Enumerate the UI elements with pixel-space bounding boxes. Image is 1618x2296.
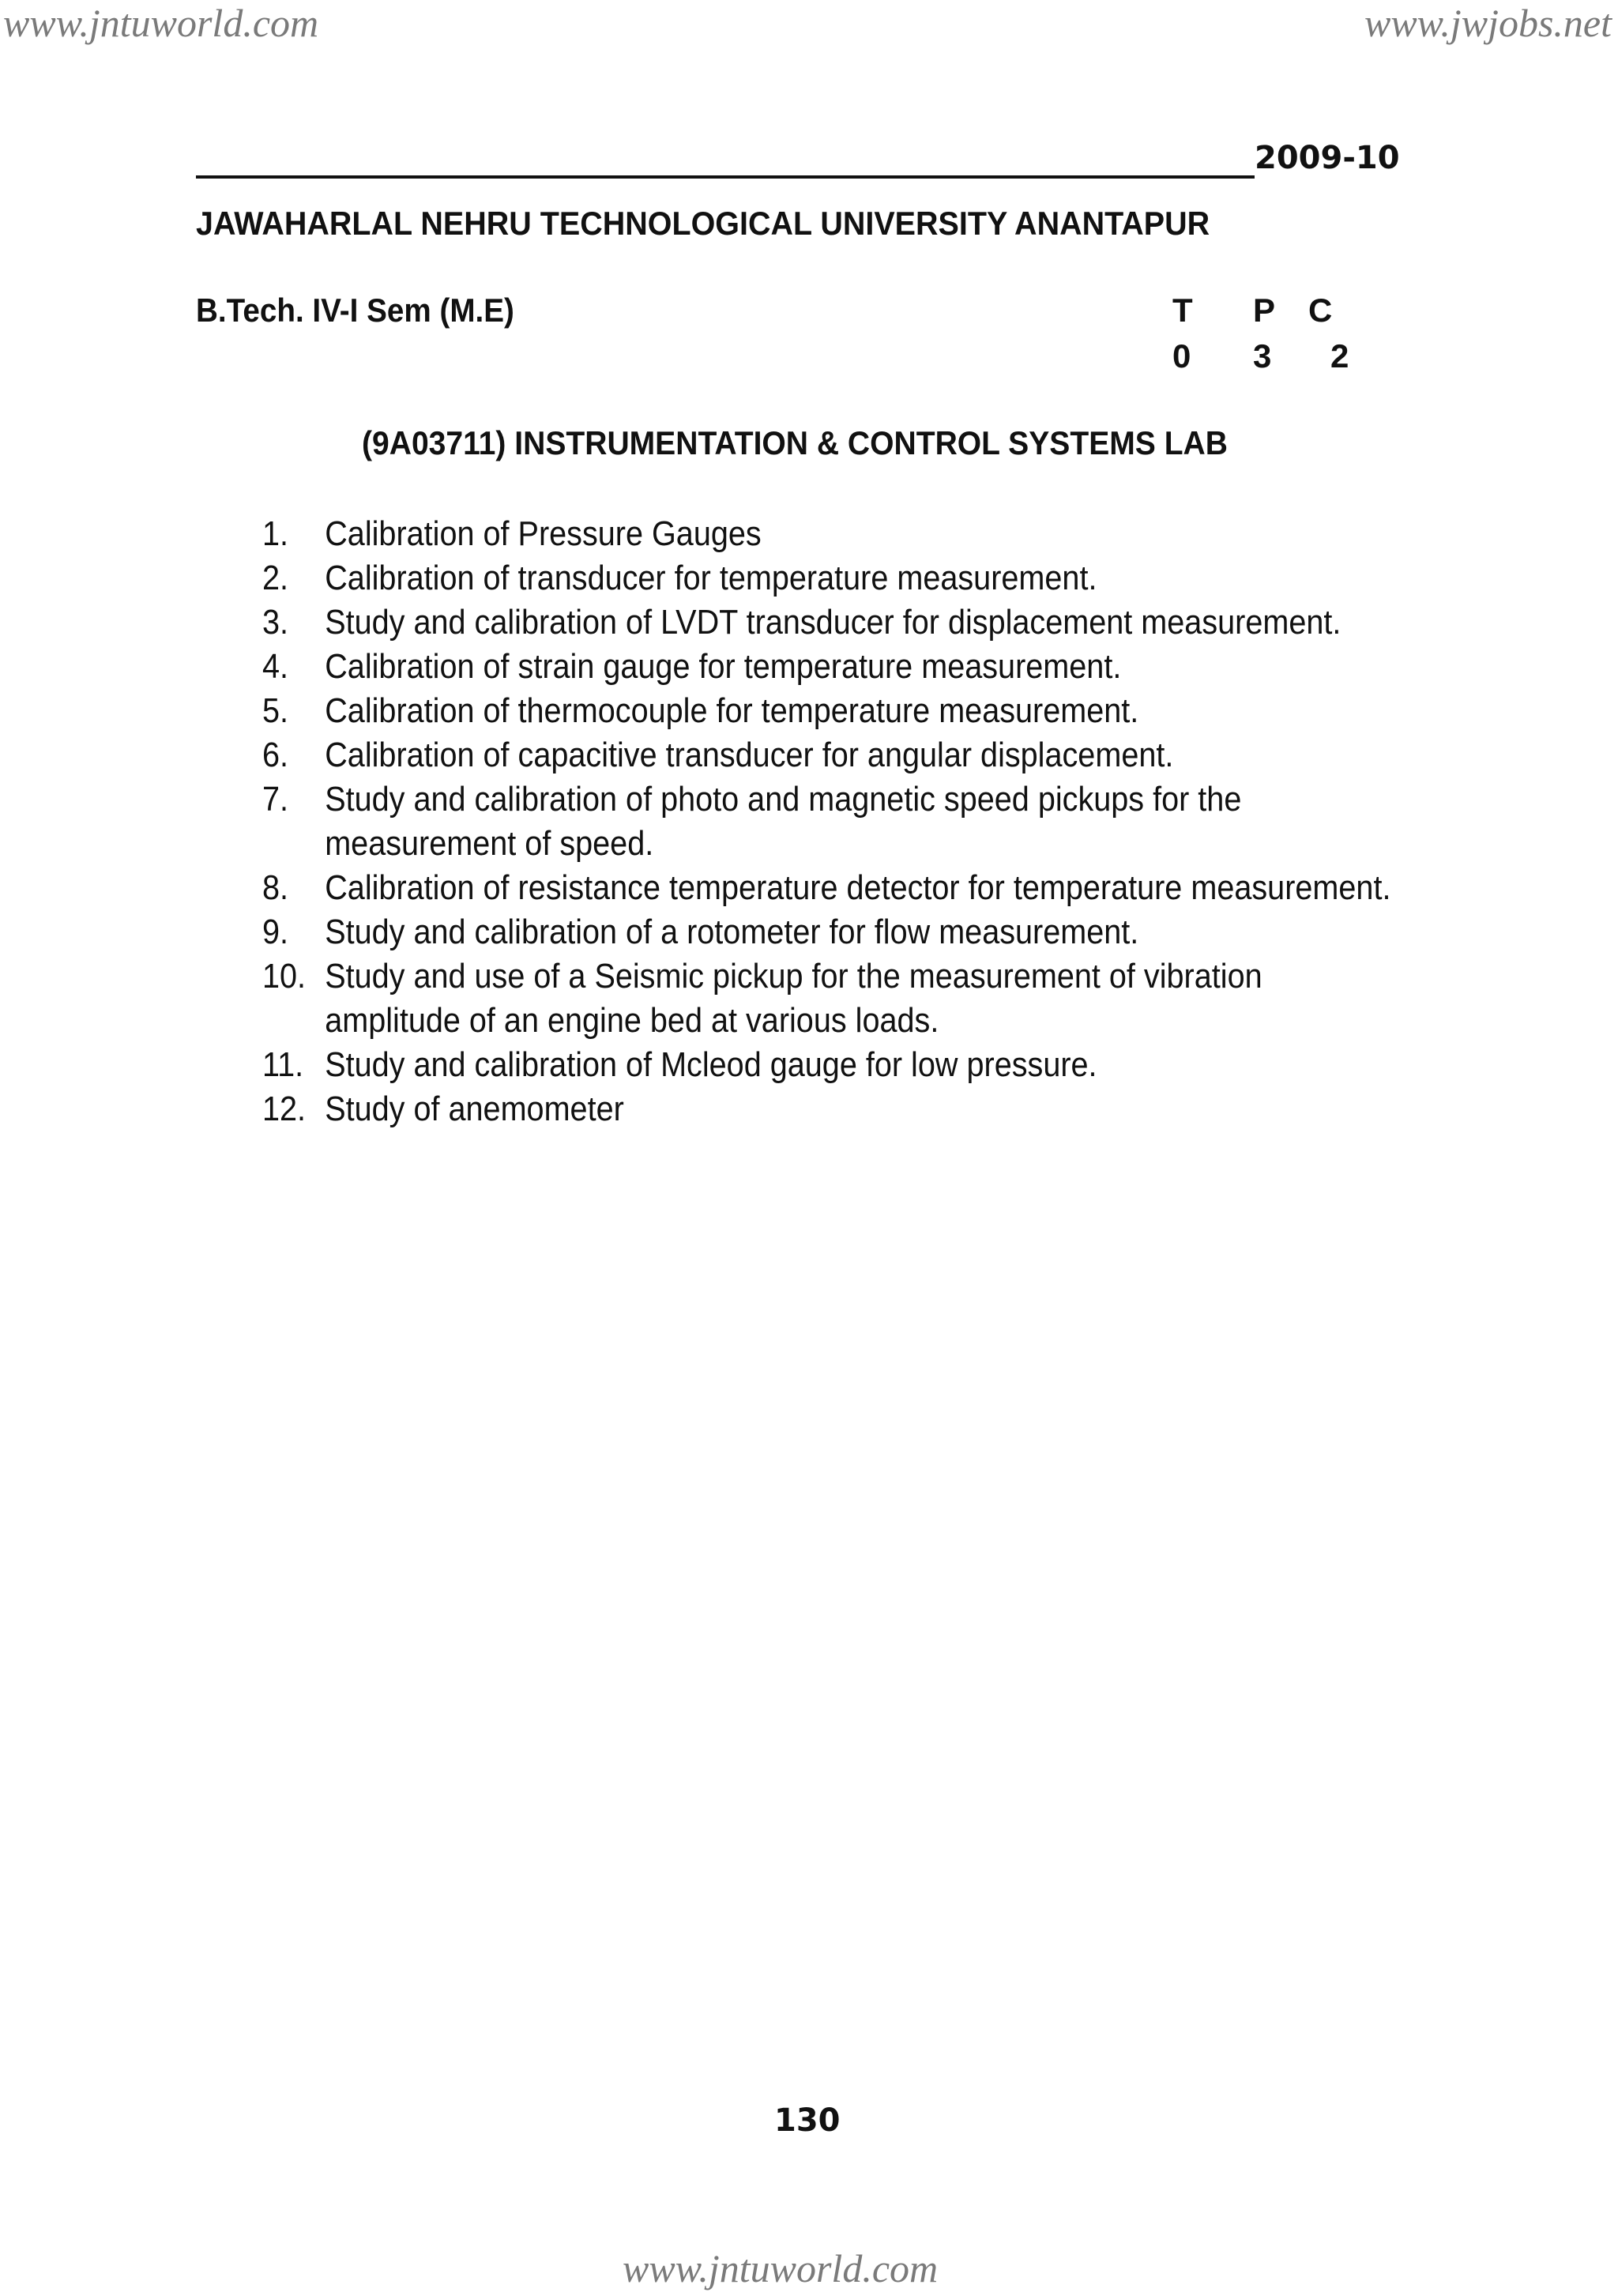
list-item-text: Study and calibration of LVDT transducer for displacement measurement. <box>325 603 1341 642</box>
tpc-label-c: C <box>1308 292 1333 329</box>
list-item-number: 11. <box>262 1045 304 1084</box>
list-item <box>262 645 1343 689</box>
list-item <box>262 954 1343 1043</box>
tpc-label-p: P <box>1253 292 1276 329</box>
list-item-number: 2. <box>262 559 289 597</box>
header-rule <box>196 175 1255 179</box>
list-item <box>262 910 1343 954</box>
tpc-label-t: T <box>1172 292 1193 329</box>
list-item-text: Study and use of a Seismic pickup for the measurement of vibration <box>325 957 1262 996</box>
tpc-value-p: 3 <box>1253 337 1272 375</box>
list-item <box>262 1087 1343 1131</box>
list-item-text: Calibration of resistance temperature detector for temperature measurement. <box>325 868 1391 907</box>
list-item-number: 3. <box>262 603 289 642</box>
list-item <box>262 689 1343 733</box>
list-item-number: 10. <box>262 957 307 996</box>
list-item <box>262 733 1343 777</box>
tpc-value-c: 2 <box>1330 337 1349 375</box>
list-item <box>262 600 1343 645</box>
list-item <box>262 512 1343 556</box>
list-item-text: Study and calibration of photo and magnetic speed pickups for the <box>325 780 1242 819</box>
university-name: JAWAHARLAL NEHRU TECHNOLOGICAL UNIVERSITY ANANTAPUR <box>196 205 1210 242</box>
list-item-number: 12. <box>262 1090 307 1128</box>
list-item <box>262 556 1343 600</box>
experiment-list <box>262 512 1463 1131</box>
list-item-text: Study and calibration of Mcleod gauge for low pressure. <box>325 1045 1097 1084</box>
list-item-text: Calibration of transducer for temperature measurement. <box>325 559 1097 597</box>
list-item-text: Calibration of capacitive transducer for angular displacement. <box>325 736 1174 774</box>
list-item-number: 7. <box>262 780 289 819</box>
list-item-text: amplitude of an engine bed at various loads. <box>325 1001 939 1040</box>
tpc-value-t: 0 <box>1172 337 1191 375</box>
list-item <box>262 866 1391 910</box>
course-title: (9A03711) INSTRUMENTATION & CONTROL SYSTEMS LAB <box>362 424 1228 461</box>
list-item-text: Calibration of thermocouple for temperature measurement. <box>325 691 1139 730</box>
page-number: 130 <box>774 2102 841 2139</box>
list-item-number: 9. <box>262 913 289 951</box>
watermark-top-left: www.jntuworld.com <box>3 1 319 45</box>
watermark-top-right: www.jwjobs.net <box>1364 1 1612 45</box>
academic-year: 2009-10 <box>1255 140 1400 176</box>
list-item-text: Study of anemometer <box>325 1090 624 1128</box>
list-item-text: Calibration of strain gauge for temperature measurement. <box>325 647 1122 686</box>
list-item <box>262 1043 1343 1087</box>
list-item-text: Study and calibration of a rotometer for flow measurement. <box>325 913 1139 951</box>
list-item-text: Calibration of Pressure Gauges <box>325 514 762 553</box>
list-item-number: 4. <box>262 647 289 686</box>
list-item-number: 5. <box>262 691 289 730</box>
list-item-number: 6. <box>262 736 289 774</box>
program-semester: B.Tech. IV-I Sem (M.E) <box>196 292 514 329</box>
watermark-bottom: www.jntuworld.com <box>623 2246 939 2290</box>
list-item-number: 1. <box>262 514 289 553</box>
list-item <box>262 777 1343 866</box>
list-item-number: 8. <box>262 868 289 907</box>
list-item-text: measurement of speed. <box>325 824 654 863</box>
